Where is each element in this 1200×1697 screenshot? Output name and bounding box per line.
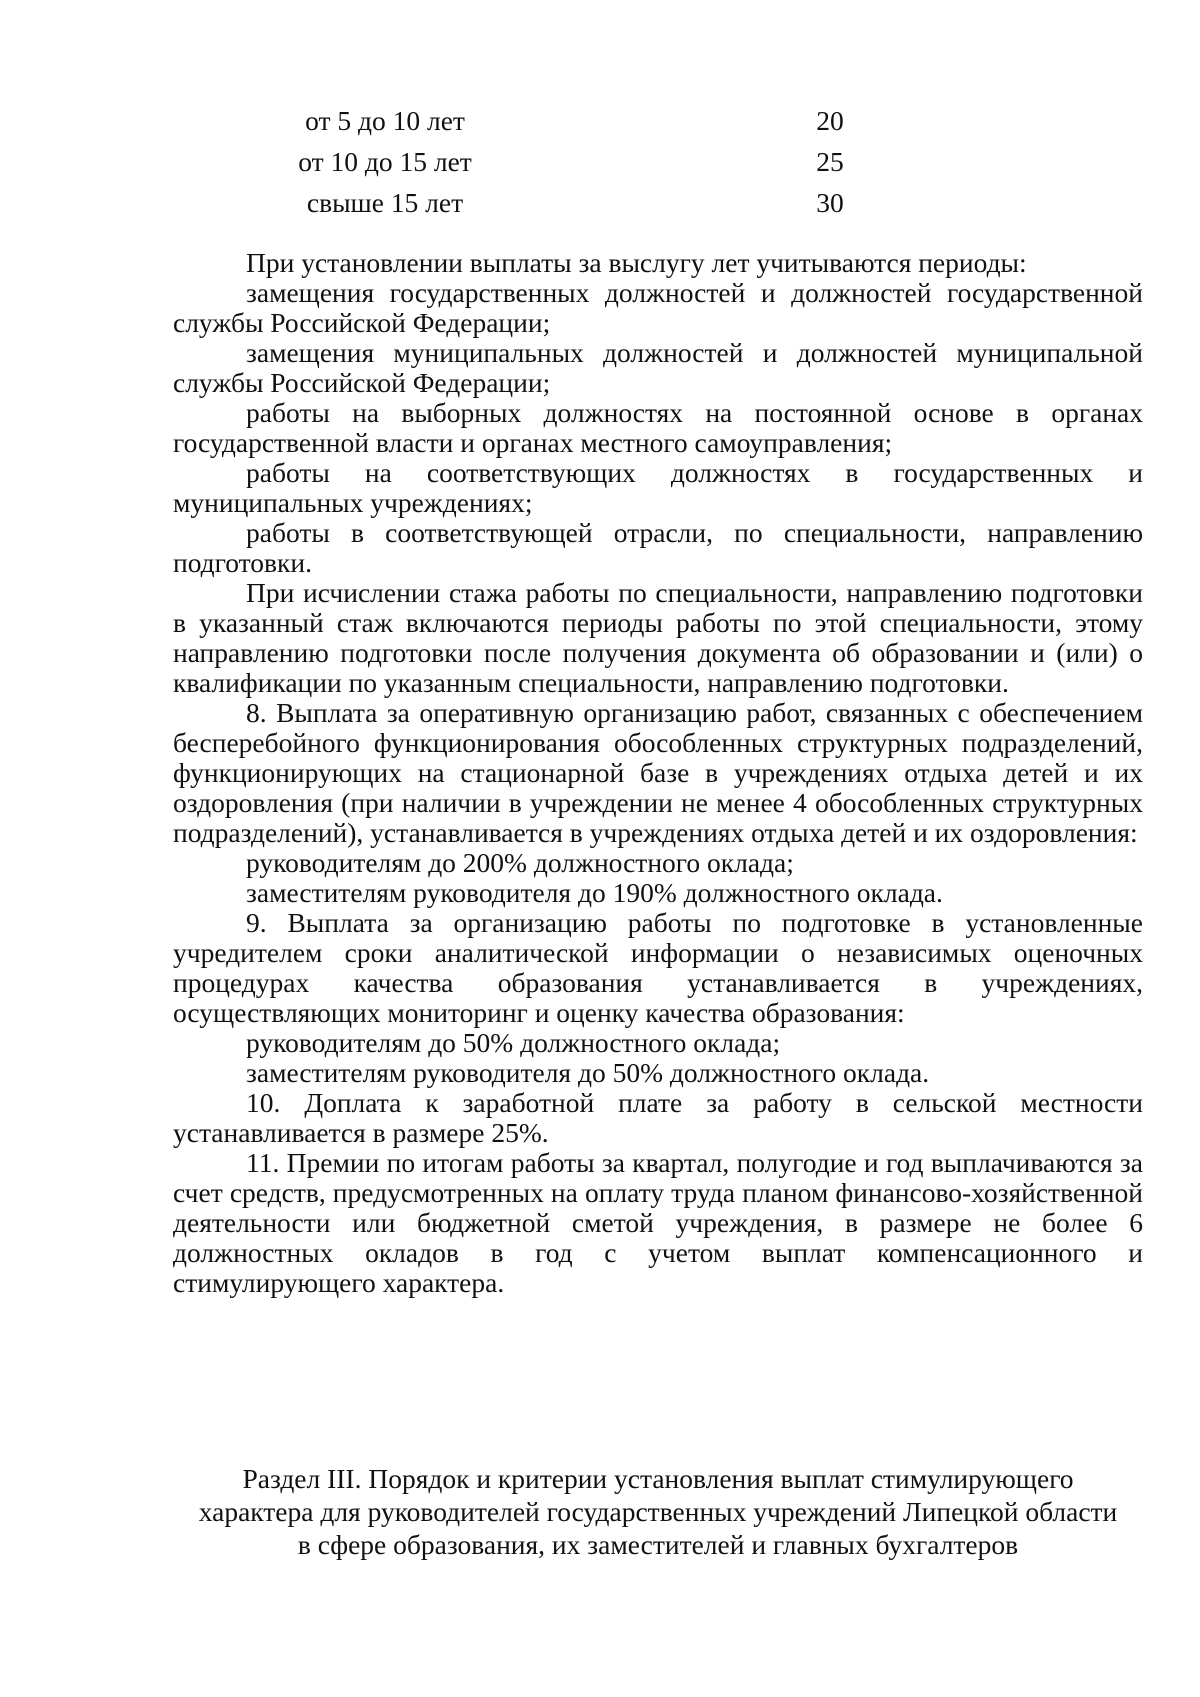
paragraph: замещения государственных должностей и должностей государственной службы Российской Федерации; — [173, 277, 1143, 338]
seniority-period: от 5 до 10 лет — [305, 105, 465, 136]
document-body — [173, 248, 1143, 1298]
paragraph: руководителям до 200% должностного оклада; — [246, 847, 794, 878]
paragraph: заместителям руководителя до 190% должностного оклада. — [246, 877, 943, 908]
paragraph: 10. Доплата к заработной плате за работу в сельской местности устанавливается в размере 25%. — [173, 1087, 1143, 1148]
section-heading-line: в сфере образования, их заместителей и главных бухгалтеров — [297, 1529, 1019, 1560]
paragraph: работы в соответствующей отрасли, по специальности, направлению подготовки. — [173, 517, 1143, 578]
seniority-period: от 10 до 15 лет — [298, 146, 472, 177]
seniority-percent: 20 — [816, 105, 844, 136]
paragraph: работы на выборных должностях на постоянной основе в органах государственной власти и органах местного самоуправления; — [173, 397, 1143, 458]
paragraph: При установлении выплаты за выслугу лет учитываются периоды: — [246, 247, 1027, 278]
section-heading-line: Раздел III. Порядок и критерии установления выплат стимулирующего — [242, 1463, 1074, 1494]
paragraph: работы на соответствующих должностях в государственных и муниципальных учреждениях; — [173, 457, 1143, 518]
paragraph: При исчислении стажа работы по специальности, направлению подготовки в указанный стаж включаются периоды работы по этой специальности, этому направлению подготовки после получения документа об образовании и (или) о квалификации по указанным специальности, направлению подготовки. — [173, 577, 1143, 698]
seniority-period: свыше 15 лет — [306, 187, 464, 218]
section-heading-line: характера для руководителей государственных учреждений Липецкой области — [198, 1496, 1118, 1527]
paragraph: 11. Премии по итогам работы за квартал, полугодие и год выплачиваются за счет средств, предусмотренных на оплату труда планом финансово-хозяйственной деятельности или бюджетной сметой учреждения, в размере не более 6 должностных окладов в год с учетом выплат компенсационного и стимулирующего характера. — [173, 1147, 1143, 1298]
paragraph: руководителям до 50% должностного оклада; — [246, 1027, 781, 1058]
section-heading — [173, 1462, 1143, 1561]
paragraph: 9. Выплата за организацию работы по подготовке в установленные учредителем сроки аналитической информации о независимых оценочных процедурах качества образования устанавливается в учреждениях, осуществляющих мониторинг и оценку качества образования: — [173, 907, 1143, 1028]
paragraph: замещения муниципальных должностей и должностей муниципальной службы Российской Федерации; — [173, 337, 1143, 398]
seniority-percent: 30 — [816, 187, 844, 218]
seniority-percent: 25 — [816, 146, 844, 177]
paragraph: заместителям руководителя до 50% должностного оклада. — [246, 1057, 930, 1088]
paragraph: 8. Выплата за оперативную организацию работ, связанных с обеспечением бесперебойного функционирования обособленных структурных подразделений, функционирующих на стационарной базе в учреждениях отдыха детей и их оздоровления (при наличии в учреждении не менее 4 обособленных структурных подразделений), устанавливается в учреждениях отдыха детей и их оздоровления: — [173, 697, 1143, 848]
